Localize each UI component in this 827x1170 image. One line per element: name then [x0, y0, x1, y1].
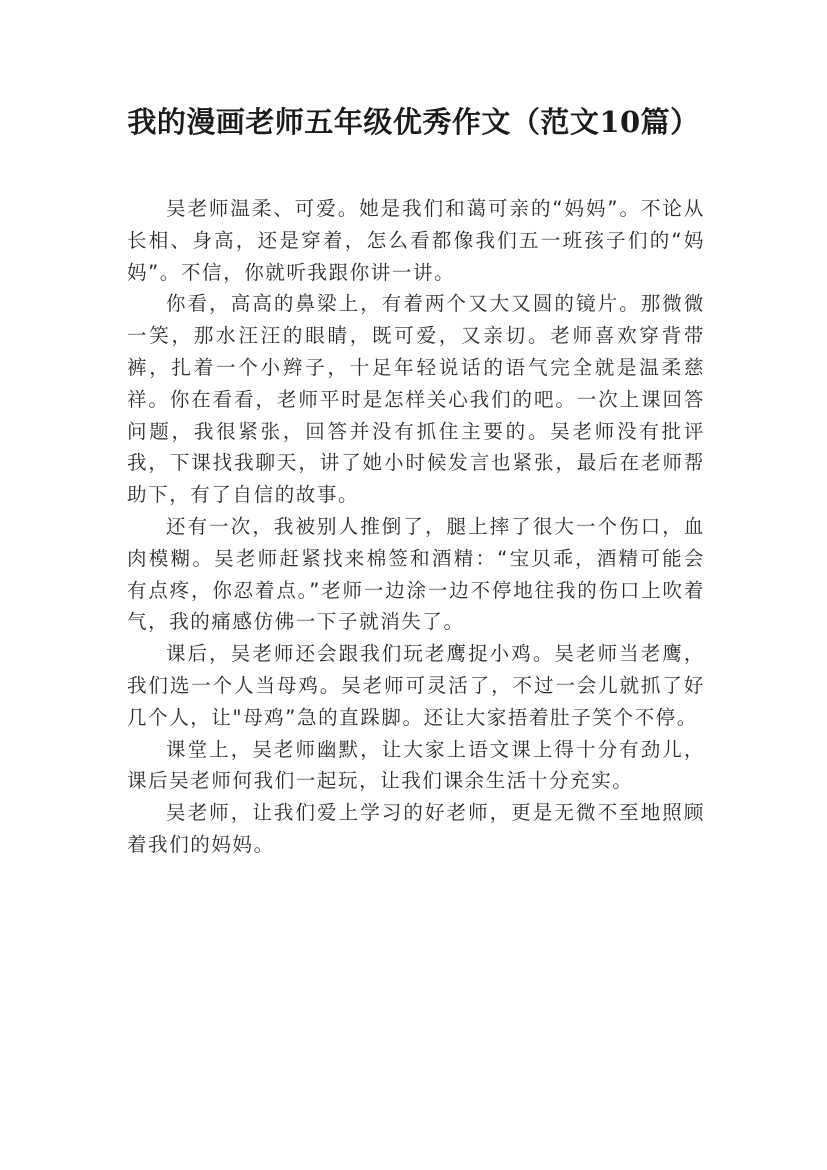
paragraph-5: 课堂上，吴老师幽默，让大家上语文课上得十分有劲儿，课后吴老师何我们一起玩，让我们课余生活十分充实。 — [127, 737, 705, 793]
paragraph-4: 课后，吴老师还会跟我们玩老鹰捉小鸡。吴老师当老鹰，我们选一个人当母鸡。吴老师可灵活了，不过一会儿就抓了好几个人，让"母鸡”急的直跺脚。还让大家捂着肚子笑个不停。 — [127, 642, 705, 729]
paragraph-1: 吴老师温柔、可爱。她是我们和蔼可亲的“妈妈”。不论从长相、身高，还是穿着，怎么看都像我们五一班孩子们的“妈妈”。不信，你就听我跟你讲一讲。 — [127, 197, 705, 284]
paragraph-6: 吴老师，让我们爱上学习的好老师，更是无微不至地照顾着我们的妈妈。 — [127, 801, 705, 856]
paragraph-2: 你看，高高的鼻梁上，有着两个又大又圆的镜片。那微微一笑，那水汪汪的眼睛，既可爱，又亲切。老师喜欢穿背带裤，扎着一个小辫子，十足年轻说话的语气完全就是温柔慈祥。你在看看，老师平时是怎样关心我们的吧。一次上课回答问题，我很紧张，回答并没有抓住主要的。吴老师没有批评我，下课找我聊天，讲了她小时候发言也紧张，最后在老师帮助下，有了自信的故事。 — [127, 292, 705, 507]
document-body — [127, 193, 705, 861]
paragraph-3: 还有一次，我被别人推倒了，腿上摔了很大一个伤口，血肉模糊。吴老师赶紧找来棉签和酒精：“宝贝乖，酒精可能会有点疼，你忍着点。”老师一边涂一边不停地往我的伤口上吹着气，我的痛感仿佛一下子就消失了。 — [127, 514, 705, 634]
document-title: 我的漫画老师五年级优秀作文（范文10篇） — [127, 105, 700, 139]
